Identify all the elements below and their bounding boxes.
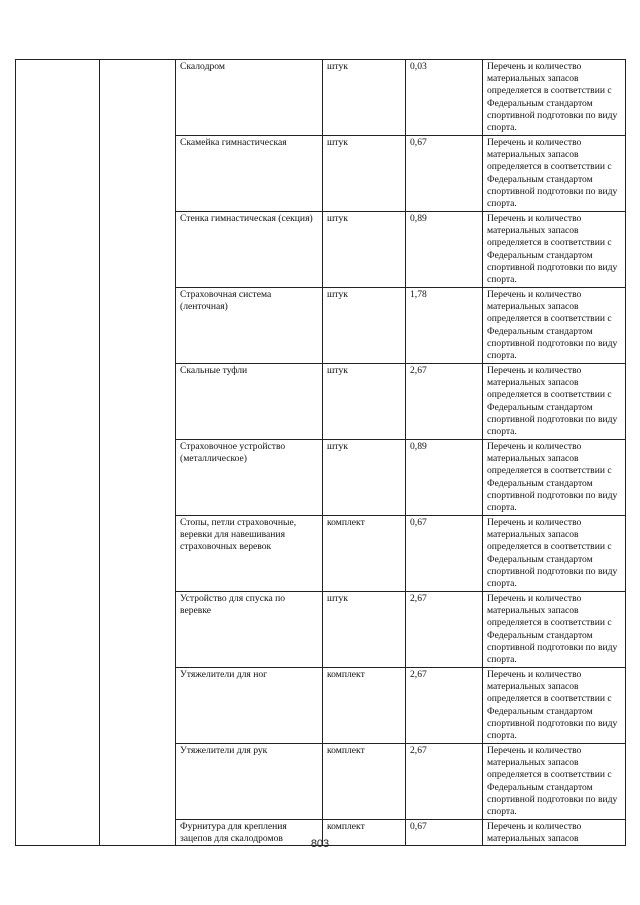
quantity-cell: 0,89	[406, 440, 483, 516]
unit-cell: комплект	[323, 744, 406, 820]
table-row	[16, 60, 626, 136]
unit-cell: штук	[323, 288, 406, 364]
quantity-cell: 0,67	[406, 820, 483, 846]
quantity-cell: 2,67	[406, 744, 483, 820]
unit-cell: штук	[323, 364, 406, 440]
table-body	[16, 60, 626, 846]
item-name-cell: Утяжелители для ног	[176, 668, 323, 744]
unit-cell: штук	[323, 212, 406, 288]
note-cell: Перечень и количество материальных запасов определяется в соответствии с Федеральным стандартом спортивной подготовки по виду спорта.	[483, 364, 626, 440]
item-name-cell: Страховочная система (ленточная)	[176, 288, 323, 364]
item-name-cell: Стенка гимнастическая (секция)	[176, 212, 323, 288]
unit-cell: штук	[323, 60, 406, 136]
note-cell: Перечень и количество материальных запасов определяется в соответствии с Федеральным стандартом спортивной подготовки по виду спорта.	[483, 592, 626, 668]
quantity-cell: 1,78	[406, 288, 483, 364]
unit-cell: комплект	[323, 516, 406, 592]
item-name-cell: Страховочное устройство (металлическое)	[176, 440, 323, 516]
quantity-cell: 0,89	[406, 212, 483, 288]
item-name-cell: Утяжелители для рук	[176, 744, 323, 820]
quantity-cell: 0,03	[406, 60, 483, 136]
note-cell: Перечень и количество материальных запасов определяется в соответствии с Федеральным стандартом спортивной подготовки по виду спорта.	[483, 288, 626, 364]
item-name-cell: Скалодром	[176, 60, 323, 136]
unit-cell: комплект	[323, 820, 406, 846]
quantity-cell: 0,67	[406, 516, 483, 592]
item-name-cell: Фурнитура для крепления зацепов для скалодромов	[176, 820, 323, 846]
unit-cell: штук	[323, 136, 406, 212]
note-cell: Перечень и количество материальных запасов определяется в соответствии с Федеральным стандартом спортивной подготовки по виду спорта.	[483, 212, 626, 288]
item-name-cell: Стопы, петли страховочные, веревки для навешивания страховочных веревок	[176, 516, 323, 592]
note-cell: Перечень и количество материальных запасов определяется в соответствии с Федеральным стандартом спортивной подготовки по виду спорта.	[483, 516, 626, 592]
unit-cell: комплект	[323, 668, 406, 744]
quantity-cell: 2,67	[406, 668, 483, 744]
page-number: 803	[310, 838, 330, 850]
item-name-cell: Скальные туфли	[176, 364, 323, 440]
item-name-cell: Устройство для спуска по веревке	[176, 592, 323, 668]
empty-column-1-cell	[16, 60, 100, 846]
item-name-cell: Скамейка гимнастическая	[176, 136, 323, 212]
note-cell: Перечень и количество материальных запасов определяется в соответствии с Федеральным стандартом спортивной подготовки по виду спорта.	[483, 60, 626, 136]
unit-cell: штук	[323, 592, 406, 668]
quantity-cell: 2,67	[406, 364, 483, 440]
quantity-cell: 2,67	[406, 592, 483, 668]
note-cell: Перечень и количество материальных запасов определяется в соответствии с Федеральным стандартом спортивной подготовки по виду спорта.	[483, 744, 626, 820]
materials-table	[15, 59, 626, 846]
note-cell: Перечень и количество материальных запасов	[483, 820, 626, 846]
note-cell: Перечень и количество материальных запасов определяется в соответствии с Федеральным стандартом спортивной подготовки по виду спорта.	[483, 136, 626, 212]
quantity-cell: 0,67	[406, 136, 483, 212]
empty-column-2-cell	[100, 60, 176, 846]
unit-cell: штук	[323, 440, 406, 516]
note-cell: Перечень и количество материальных запасов определяется в соответствии с Федеральным стандартом спортивной подготовки по виду спорта.	[483, 440, 626, 516]
note-cell: Перечень и количество материальных запасов определяется в соответствии с Федеральным стандартом спортивной подготовки по виду спорта.	[483, 668, 626, 744]
